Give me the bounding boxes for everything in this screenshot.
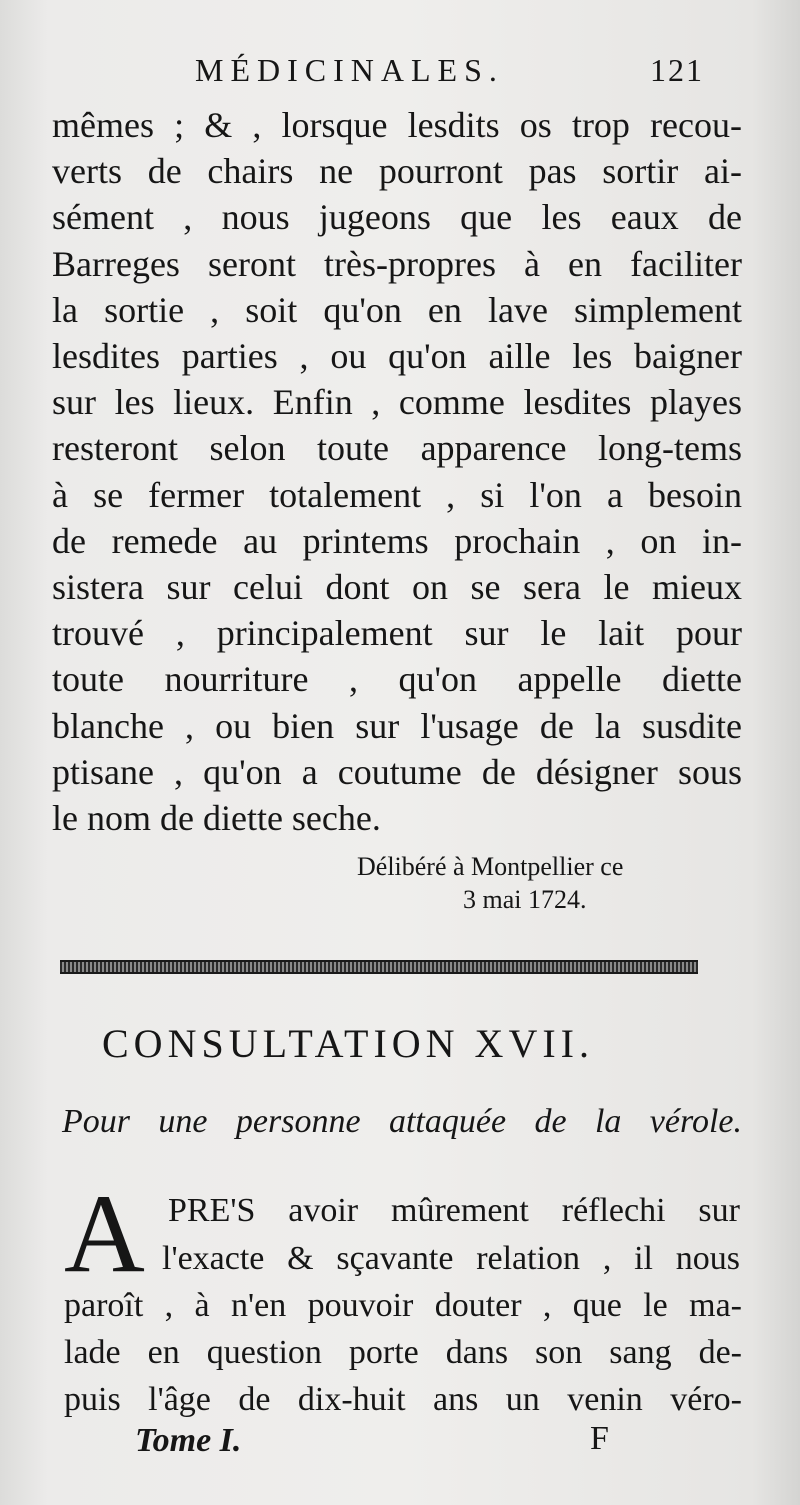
paragraph-line: puis l'âge de dix-huit ans un venin véro-: [64, 1381, 742, 1418]
text-line: sur les lieux. Enfin , comme lesdites playes: [52, 382, 742, 423]
signature-mark: F: [590, 1420, 609, 1457]
text-line: blanche , ou bien sur l'usage de la susdite: [52, 705, 742, 746]
paragraph-line: PRE'S avoir mûrement réflechi sur: [168, 1192, 740, 1229]
running-head: MÉDICINALES.: [195, 52, 504, 88]
page-number: 121: [650, 52, 704, 88]
body-text: [52, 102, 742, 841]
section-title: CONSULTATION XVII.: [102, 1021, 594, 1066]
text-line: mêmes ; & , lorsque lesdits os trop recou-: [52, 105, 742, 145]
deliberation-place: Délibéré à Montpellier ce: [357, 852, 624, 881]
paragraph-line: l'exacte & sçavante relation , il nous: [162, 1240, 740, 1277]
paragraph-line: lade en question porte dans son sang de-: [64, 1334, 742, 1371]
text-line: ptisane , qu'on a coutume de désigner sous: [52, 751, 742, 792]
text-line: de remede au printems prochain , on in-: [52, 520, 742, 561]
text-line: à se fermer totalement , si l'on a besoin: [52, 474, 742, 515]
text-line: la sortie , soit qu'on en lave simplement: [52, 289, 742, 330]
text-line: le nom de diette seche.: [52, 798, 381, 839]
volume-label: Tome I.: [135, 1422, 242, 1459]
text-line: trouvé , principalement sur le lait pour: [52, 613, 742, 654]
text-line: Barreges seront très-propres à en faciliter: [52, 243, 742, 284]
text-line: resteront selon toute apparence long-tems: [52, 428, 742, 469]
text-line: sément , nous jugeons que les eaux de: [52, 197, 742, 238]
paragraph-line: paroît , à n'en pouvoir douter , que le ma-: [64, 1287, 742, 1324]
text-line: toute nourriture , qu'on appelle diette: [52, 659, 742, 700]
text-line: lesdites parties , ou qu'on aille les baigner: [52, 336, 742, 377]
drop-cap: A: [64, 1172, 145, 1296]
ornamental-rule: [60, 960, 698, 974]
deliberation-date: 3 mai 1724.: [463, 885, 587, 914]
text-line: sistera sur celui dont on se sera le mieux: [52, 567, 742, 608]
section-subject: Pour une personne attaquée de la vérole.: [62, 1103, 742, 1140]
text-line: verts de chairs ne pourront pas sortir ai-: [52, 151, 742, 192]
